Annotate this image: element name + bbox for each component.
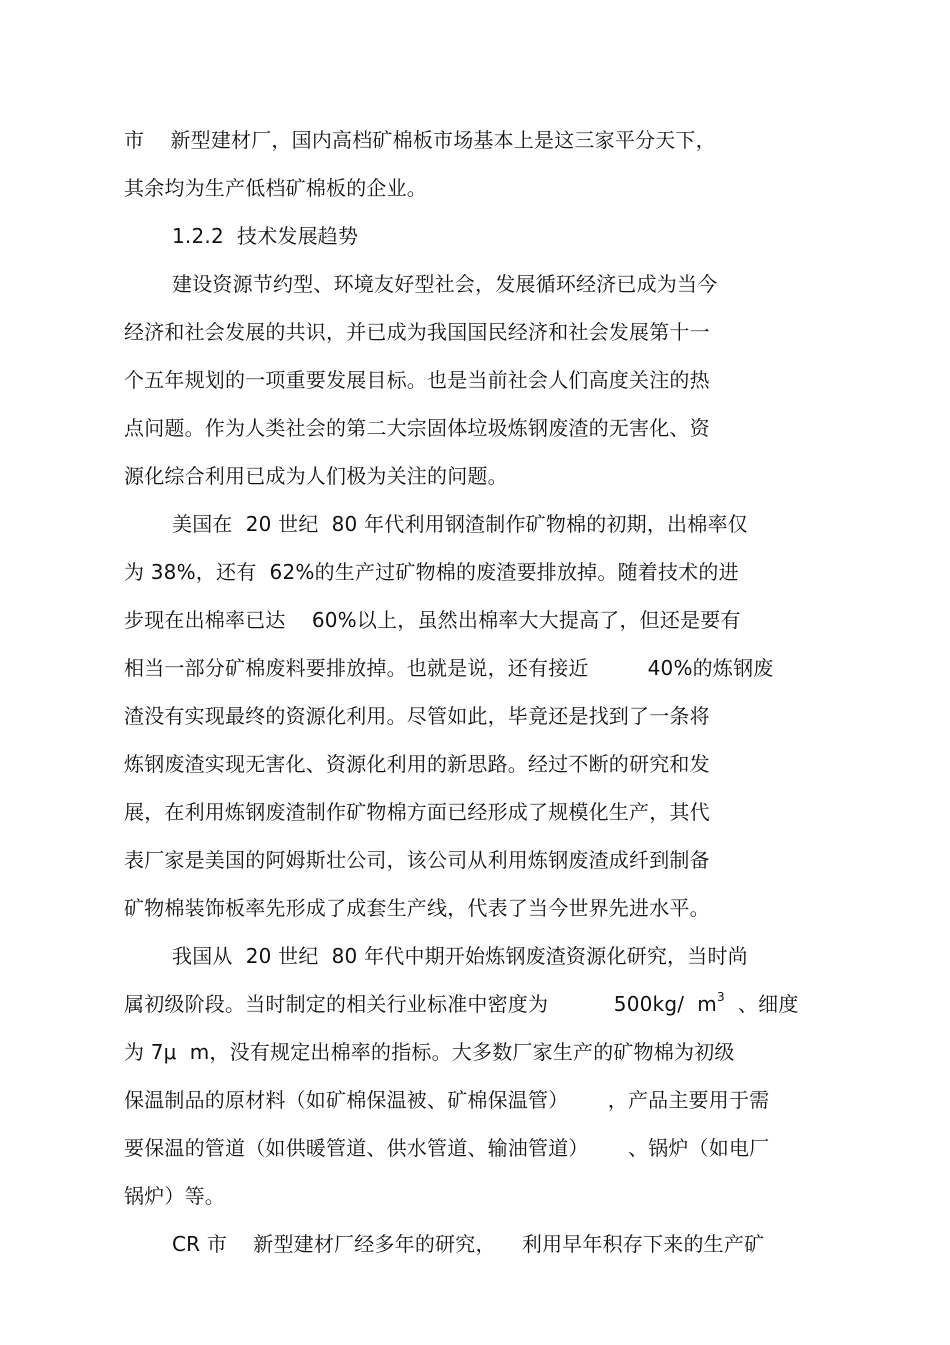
text-line: 要保温的管道（如供暖管道、供水管道、输油管道） 、锅炉（如电厂 <box>124 1136 770 1160</box>
text-line <box>124 990 799 1018</box>
text-line: 相当一部分矿棉废料要排放掉。也就是说，还有接近 40%的炼钢废 <box>124 656 774 680</box>
text-line: 保温制品的原材料（如矿棉保温被、矿棉保温管） ，产品主要用于需 <box>124 1088 770 1112</box>
text-line: 市 新型建材厂，国内高档矿棉板市场基本上是这三家平分天下， <box>124 128 716 152</box>
text-line: 矿物棉装饰板率先形成了成套生产线，代表了当今世界先进水平。 <box>124 896 710 920</box>
text-line: 炼钢废渣实现无害化、资源化利用的新思路。经过不断的研究和发 <box>124 752 710 776</box>
text-line: 步现在出棉率已达 60%以上，虽然出棉率大大提高了，但还是要有 <box>124 608 741 632</box>
text-line: 我国从 20 世纪 80 年代中期开始炼钢废渣资源化研究，当时尚 <box>172 944 748 968</box>
text-line: 为 38%，还有 62%的生产过矿物棉的废渣要排放掉。随着技术的进 <box>124 560 739 584</box>
text-line: 锅炉）等。 <box>124 1184 225 1208</box>
text-line: CR 市 新型建材厂经多年的研究， 利用早年积存下来的生产矿 <box>172 1232 765 1256</box>
text-line: 点问题。作为人类社会的第二大宗固体垃圾炼钢废渣的无害化、资 <box>124 416 710 440</box>
text-line: 表厂家是美国的阿姆斯壮公司，该公司从利用炼钢废渣成纤到制备 <box>124 848 710 872</box>
text-line: 渣没有实现最终的资源化利用。尽管如此，毕竟还是找到了一条将 <box>124 704 710 728</box>
text-segment: 、细度 <box>724 992 799 1016</box>
section-heading: 1.2.2 技术发展趋势 <box>172 224 359 248</box>
text-line: 建设资源节约型、环境友好型社会，发展循环经济已成为当今 <box>172 272 718 296</box>
text-line: 个五年规划的一项重要发展目标。也是当前社会人们高度关注的热 <box>124 368 710 392</box>
text-segment: 属初级阶段。当时制定的相关行业标准中密度为 500kg/ m <box>124 992 717 1016</box>
text-line: 源化综合利用已成为人们极为关注的问题。 <box>124 464 508 488</box>
text-line: 为 7μ m，没有规定出棉率的指标。大多数厂家生产的矿物棉为初级 <box>124 1040 735 1064</box>
text-line: 经济和社会发展的共识，并已成为我国国民经济和社会发展第十一 <box>124 320 710 344</box>
text-line: 美国在 20 世纪 80 年代利用钢渣制作矿物棉的初期，出棉率仅 <box>172 512 748 536</box>
text-line: 其余均为生产低档矿棉板的企业。 <box>124 176 427 200</box>
text-line: 展，在利用炼钢废渣制作矿物棉方面已经形成了规模化生产，其代 <box>124 800 710 824</box>
superscript: 3 <box>716 990 725 1005</box>
